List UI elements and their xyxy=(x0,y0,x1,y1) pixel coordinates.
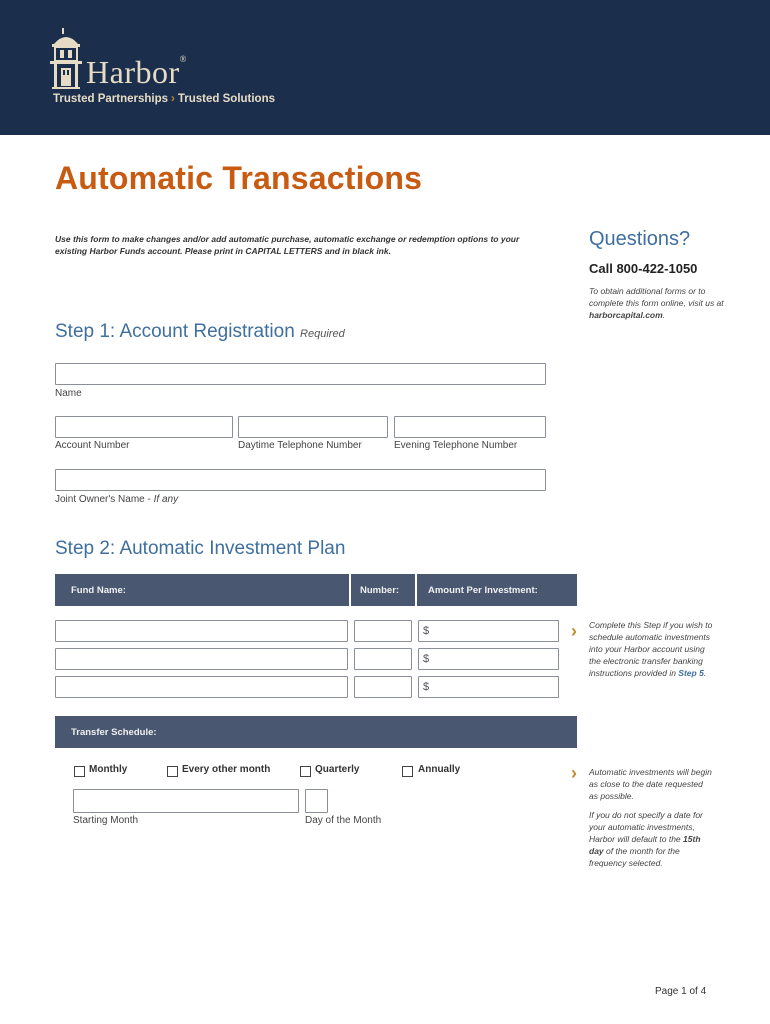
checkbox-quarterly[interactable] xyxy=(300,766,311,777)
header-banner xyxy=(0,0,770,135)
checkbox-monthly[interactable] xyxy=(74,766,85,777)
phone-number: Call 800-422-1050 xyxy=(589,261,698,276)
fund-number-field-3[interactable] xyxy=(354,676,412,698)
evening-phone-label: Evening Telephone Number xyxy=(394,440,518,451)
fund-name-field-3[interactable] xyxy=(55,676,348,698)
column-divider xyxy=(415,574,417,606)
required-label: Required xyxy=(300,328,345,340)
day-of-month-label: Day of the Month xyxy=(305,815,382,826)
step2-side-note: Complete this Step if you wish to schedule automatic investments into your Harbor account using the electronic transfer banking instructions provided in Step 5. xyxy=(589,620,713,678)
transfer-schedule-title: Transfer Schedule: xyxy=(71,727,157,738)
dollar-sign: $ xyxy=(423,625,430,637)
fund-name-column-header: Fund Name: xyxy=(71,585,126,596)
tagline: Trusted Partnerships › Trusted Solutions xyxy=(53,93,276,105)
amount-column-header: Amount Per Investment: xyxy=(428,585,538,596)
questions-note: To obtain additional forms or to complete this form online, visit us at harborcapital.com. xyxy=(589,286,724,320)
schedule-note-2: If you do not specify a date for your automatic investments, Harbor will default to the 15th day of the month for the frequency selected. xyxy=(589,810,703,868)
amount-field-3[interactable] xyxy=(418,676,559,698)
dollar-sign: $ xyxy=(423,681,430,693)
evening-phone-field[interactable] xyxy=(394,416,546,438)
page-title: Automatic Transactions xyxy=(55,160,423,196)
amount-field-2[interactable] xyxy=(418,648,559,670)
fund-number-field-1[interactable] xyxy=(354,620,412,642)
dollar-sign: $ xyxy=(423,653,430,665)
column-divider xyxy=(349,574,351,606)
chevron-right-icon: › xyxy=(171,93,175,105)
fund-number-field-2[interactable] xyxy=(354,648,412,670)
name-field[interactable] xyxy=(55,363,546,385)
name-label: Name xyxy=(55,388,82,399)
joint-owner-label: Joint Owner's Name - If any xyxy=(55,494,179,505)
starting-month-label: Starting Month xyxy=(73,815,139,826)
transfer-schedule-header xyxy=(55,716,577,748)
checkbox-annually[interactable] xyxy=(402,766,413,777)
step5-link: Step 5 xyxy=(678,668,704,678)
fund-name-field-1[interactable] xyxy=(55,620,348,642)
amount-field-1[interactable] xyxy=(418,620,559,642)
account-number-field[interactable] xyxy=(55,416,233,438)
schedule-note-1: Automatic investments will begin as close to the date requested as possible. xyxy=(589,767,712,801)
daytime-phone-label: Daytime Telephone Number xyxy=(238,440,362,451)
checkbox-every-other-month[interactable] xyxy=(167,766,178,777)
page-number: Page 1 of 4 xyxy=(655,986,707,997)
fund-name-field-2[interactable] xyxy=(55,648,348,670)
website-link[interactable]: harborcapital.com xyxy=(589,310,663,320)
chevron-right-icon: › xyxy=(571,763,577,783)
questions-heading: Questions? xyxy=(589,228,691,250)
option-every-other-month-label: Every other month xyxy=(182,764,271,775)
account-number-label: Account Number xyxy=(55,440,130,451)
harbor-logo-wordmark: Harbor® xyxy=(86,54,187,90)
intro-text: Use this form to make changes and/or add automatic purchase, automatic exchange or redemption options to your existing Harbor Funds account. Please print in CAPITAL LETTERS and in black ink. xyxy=(55,234,520,256)
starting-month-field[interactable] xyxy=(73,789,299,813)
chevron-right-icon: › xyxy=(571,621,577,641)
joint-owner-field[interactable] xyxy=(55,469,546,491)
option-quarterly-label: Quarterly xyxy=(315,764,360,775)
option-monthly-label: Monthly xyxy=(89,764,128,775)
day-of-month-field[interactable] xyxy=(305,789,328,813)
option-annually-label: Annually xyxy=(418,764,461,775)
step1-heading: Step 1: Account Registration Required xyxy=(55,321,345,342)
step2-heading: Step 2: Automatic Investment Plan xyxy=(55,538,346,559)
lighthouse-logo-icon xyxy=(48,28,84,90)
number-column-header: Number: xyxy=(360,585,400,596)
daytime-phone-field[interactable] xyxy=(238,416,388,438)
fund-table-header xyxy=(55,574,577,606)
